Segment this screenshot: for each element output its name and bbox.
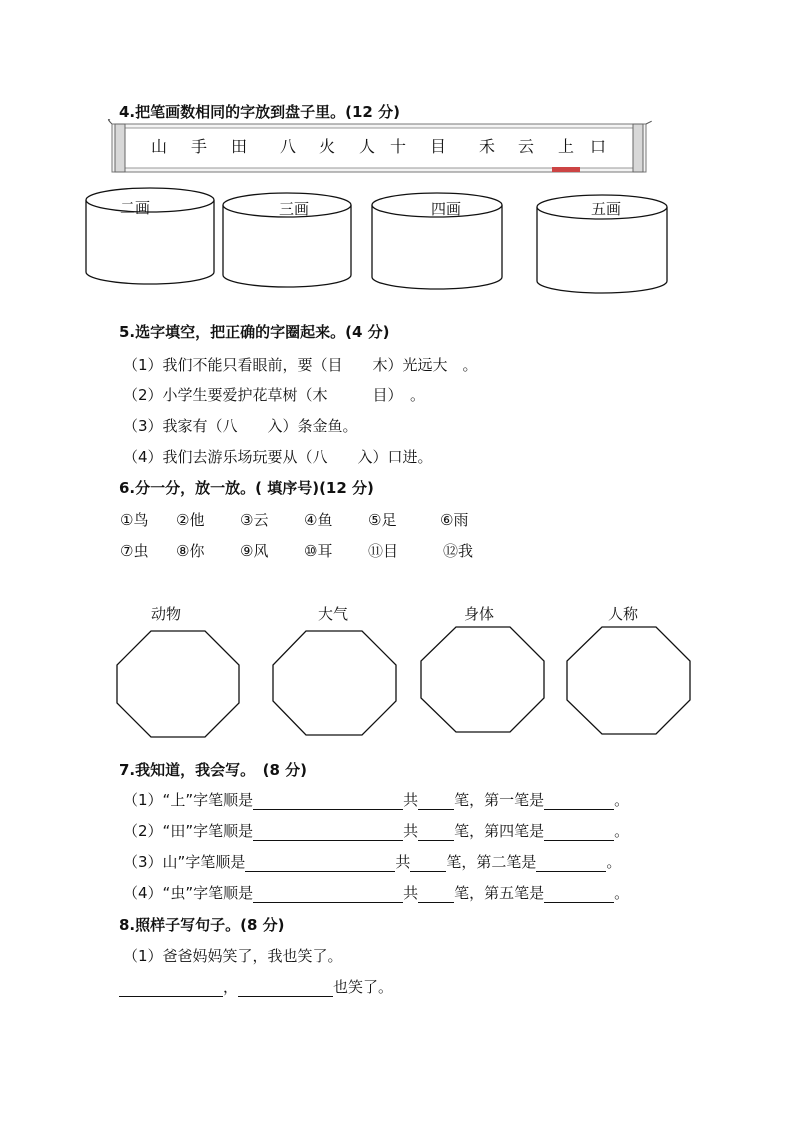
scroll-char: 禾 (479, 137, 496, 156)
plate-label-three: 三画 (279, 200, 310, 218)
option-item: ⑧你 (176, 542, 205, 560)
q7-line-prefix: （4）“虫”字笔顺是 (123, 884, 254, 902)
stroke-count-blank[interactable] (418, 793, 454, 810)
q7-line-total-label: 共 (403, 822, 419, 840)
option-item: ⑩耳 (304, 542, 333, 560)
q7-line-question: 笔，第四笔是 (454, 822, 545, 840)
q6-heading: 6.分一分，放一放。( 填序号)(12 分) (119, 479, 374, 497)
category-label-weather: 大气 (318, 605, 349, 623)
option-item: ⑦虫 (120, 542, 149, 560)
scroll-char: 手 (191, 137, 208, 156)
plate-label-four: 四画 (431, 200, 462, 218)
scroll-char: 云 (518, 137, 535, 156)
q8-comma: ， (223, 978, 239, 996)
stroke-answer-blank[interactable] (544, 824, 614, 841)
scroll-char: 田 (231, 137, 248, 156)
option-item: ⑪目 (368, 542, 399, 560)
option-item: ③云 (240, 511, 269, 529)
q8-answer-line (119, 976, 393, 997)
q7-line-question: 笔，第五笔是 (454, 884, 545, 902)
scroll-char: 口 (590, 137, 607, 156)
plate-label-five: 五画 (591, 200, 622, 218)
q8-heading: 8.照样子写句子。(8 分) (119, 916, 285, 934)
category-label-animals: 动物 (151, 605, 182, 623)
q7-line-total-label: 共 (403, 791, 419, 809)
stroke-answer-blank[interactable] (536, 855, 606, 872)
q5-line-4: （4）我们去游乐场玩要从（八 入）口进。 (123, 448, 433, 466)
plate-label-two: 二画 (120, 199, 151, 217)
option-item: ⑨风 (240, 542, 269, 560)
q5-line-2: （2）小学生要爱护花草树（木 目） 。 (123, 386, 426, 404)
q7-line-4 (123, 882, 629, 903)
octagon-body (421, 627, 544, 732)
octagon-person (567, 627, 690, 734)
stroke-answer-blank[interactable] (544, 886, 614, 903)
option-item: ⑥雨 (440, 511, 469, 529)
stroke-order-blank[interactable] (253, 793, 403, 810)
stroke-count-blank[interactable] (418, 886, 454, 903)
category-label-person: 人称 (608, 605, 639, 623)
stroke-order-blank[interactable] (253, 824, 403, 841)
q4-heading: 4.把笔画数相同的字放到盘子里。(12 分) (119, 103, 400, 121)
stroke-count-blank[interactable] (418, 824, 454, 841)
q5-heading: 5.选字填空，把正确的字圈起来。(4 分) (119, 323, 390, 341)
q7-line-end: 。 (606, 853, 622, 871)
q7-line-total-label: 共 (403, 884, 419, 902)
scroll-char: 人 (359, 137, 376, 156)
q7-line-3 (123, 851, 621, 872)
q7-line-1 (123, 789, 629, 810)
q7-line-2 (123, 820, 629, 841)
q7-heading: 7.我知道，我会写。 (8 分) (119, 761, 308, 779)
octagon-weather (273, 631, 396, 735)
stroke-answer-blank[interactable] (544, 793, 614, 810)
sentence-blank-1[interactable] (119, 980, 223, 997)
q7-line-end: 。 (614, 791, 630, 809)
option-item: ②他 (176, 511, 205, 529)
q7-line-question: 笔，第一笔是 (454, 791, 545, 809)
option-item: ①鸟 (120, 511, 149, 529)
option-item: ⑫我 (443, 542, 474, 560)
category-label-body: 身体 (464, 605, 495, 623)
stroke-order-blank[interactable] (253, 886, 403, 903)
sentence-blank-2[interactable] (238, 980, 333, 997)
stroke-order-blank[interactable] (245, 855, 395, 872)
scroll-char: 上 (558, 137, 575, 156)
scroll-char: 目 (430, 137, 447, 156)
q8-example: （1）爸爸妈妈笑了，我也笑了。 (123, 947, 343, 965)
scroll-char: 火 (319, 137, 336, 156)
q7-line-prefix: （2）“田”字笔顺是 (123, 822, 254, 840)
q5-line-1: （1）我们不能只看眼前，要（目 木）光远大 。 (123, 356, 478, 374)
q7-line-prefix: （1）“上”字笔顺是 (123, 791, 254, 809)
q7-line-prefix: （3）山”字笔顺是 (123, 853, 246, 871)
q7-line-end: 。 (614, 822, 630, 840)
q7-line-end: 。 (614, 884, 630, 902)
q8-tail: 也笑了。 (333, 978, 394, 996)
stroke-count-blank[interactable] (410, 855, 446, 872)
scroll-char: 山 (151, 137, 168, 156)
scroll-char: 十 (390, 137, 407, 156)
q7-line-question: 笔，第二笔是 (446, 853, 537, 871)
q5-line-3: （3）我家有（八 入）条金鱼。 (123, 417, 358, 435)
option-item: ⑤足 (368, 511, 397, 529)
q7-line-total-label: 共 (395, 853, 411, 871)
scroll-char: 八 (280, 137, 297, 156)
octagon-animals (117, 631, 239, 737)
option-item: ④鱼 (304, 511, 333, 529)
